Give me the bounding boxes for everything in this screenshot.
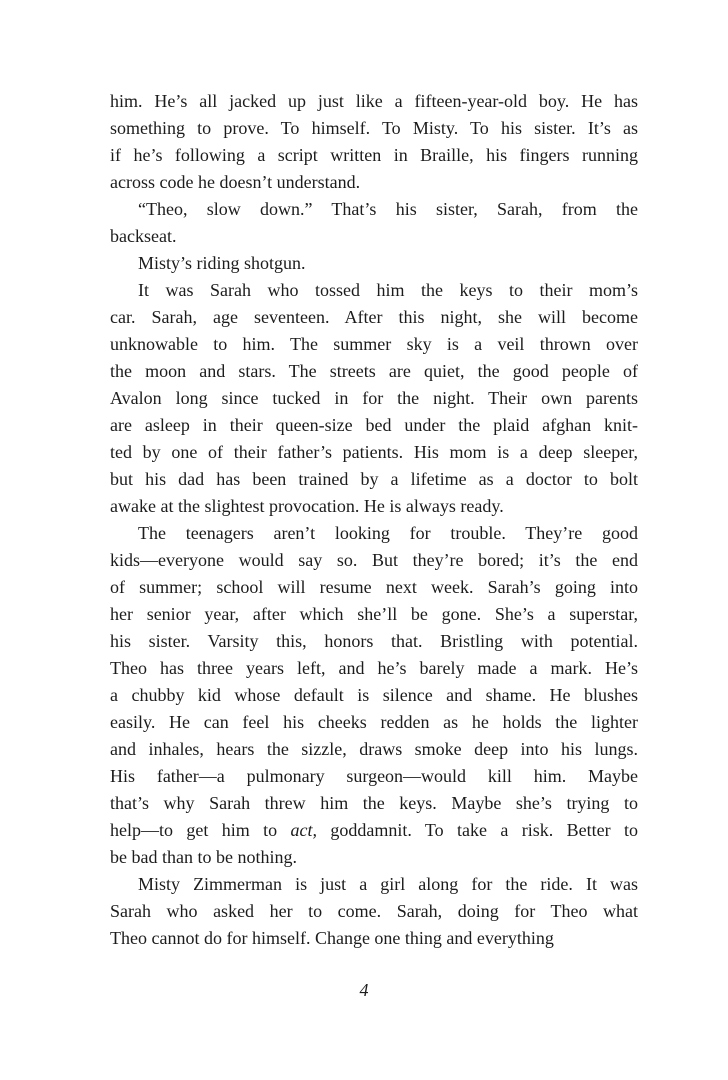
paragraph <box>110 871 638 952</box>
text-line: car. Sarah, age seventeen. After this night, she will become <box>110 307 638 327</box>
text-line: his sister. Varsity this, honors that. Bristling with potential. <box>110 631 638 651</box>
text-line: of summer; school will resume next week. Sarah’s going into <box>110 577 638 597</box>
text-line: Sarah who asked her to come. Sarah, doing for Theo what <box>110 901 638 921</box>
text-line: if he’s following a script written in Braille, his fingers running <box>110 145 638 165</box>
text-line: easily. He can feel his cheeks redden as he holds the lighter <box>110 712 638 732</box>
text-line: Avalon long since tucked in for the night. Their own parents <box>110 388 638 408</box>
text-line: him. He’s all jacked up just like a fifteen-year-old boy. He has <box>110 91 638 111</box>
text-line: are asleep in their queen-size bed under the plaid afghan knit- <box>110 415 638 435</box>
text-line: but his dad has been trained by a lifetime as a doctor to bolt <box>110 469 638 489</box>
italic-text: act, <box>290 820 317 840</box>
text-line: across code he doesn’t understand. <box>110 172 361 192</box>
text-line: backseat. <box>110 226 177 246</box>
text-line: It was Sarah who tossed him the keys to their mom’s <box>138 280 638 300</box>
text-line: something to prove. To himself. To Misty. To his sister. It’s as <box>110 118 638 138</box>
text-line: be bad than to be nothing. <box>110 847 297 867</box>
text-segment: goddamnit. To take a risk. Better to <box>317 820 639 840</box>
text-line: Misty’s riding shotgun. <box>138 253 306 273</box>
page-number: 4 <box>359 980 369 1000</box>
text-line: Theo has three years left, and he’s barely made a mark. He’s <box>110 658 638 678</box>
text-line: The teenagers aren’t looking for trouble. They’re good <box>138 523 638 543</box>
paragraph <box>110 88 638 196</box>
text-line: “Theo, slow down.” That’s his sister, Sarah, from the <box>138 199 638 219</box>
text-line: kids—everyone would say so. But they’re bored; it’s the end <box>110 550 638 570</box>
paragraph <box>110 196 638 250</box>
text-line: a chubby kid whose default is silence and shame. He blushes <box>110 685 638 705</box>
text-line: unknowable to him. The summer sky is a veil thrown over <box>110 334 638 354</box>
paragraph <box>110 250 638 277</box>
text-line <box>110 817 638 844</box>
text-line: awake at the slightest provocation. He is always ready. <box>110 496 504 516</box>
text-line: that’s why Sarah threw him the keys. Maybe she’s trying to <box>110 793 638 813</box>
text-line: her senior year, after which she’ll be gone. She’s a superstar, <box>110 604 638 624</box>
page-text <box>110 88 638 952</box>
paragraph <box>110 277 638 520</box>
text-line: the moon and stars. The streets are quiet, the good people of <box>110 361 638 381</box>
text-line: Theo cannot do for himself. Change one thing and everything <box>110 928 554 948</box>
text-line: His father—a pulmonary surgeon—would kill him. Maybe <box>110 766 638 786</box>
text-line: and inhales, hears the sizzle, draws smoke deep into his lungs. <box>110 739 638 759</box>
text-line: ted by one of their father’s patients. His mom is a deep sleeper, <box>110 442 638 462</box>
paragraph <box>110 520 638 871</box>
text-line: Misty Zimmerman is just a girl along for the ride. It was <box>138 874 638 894</box>
text-segment: help—to get him to <box>110 820 291 840</box>
